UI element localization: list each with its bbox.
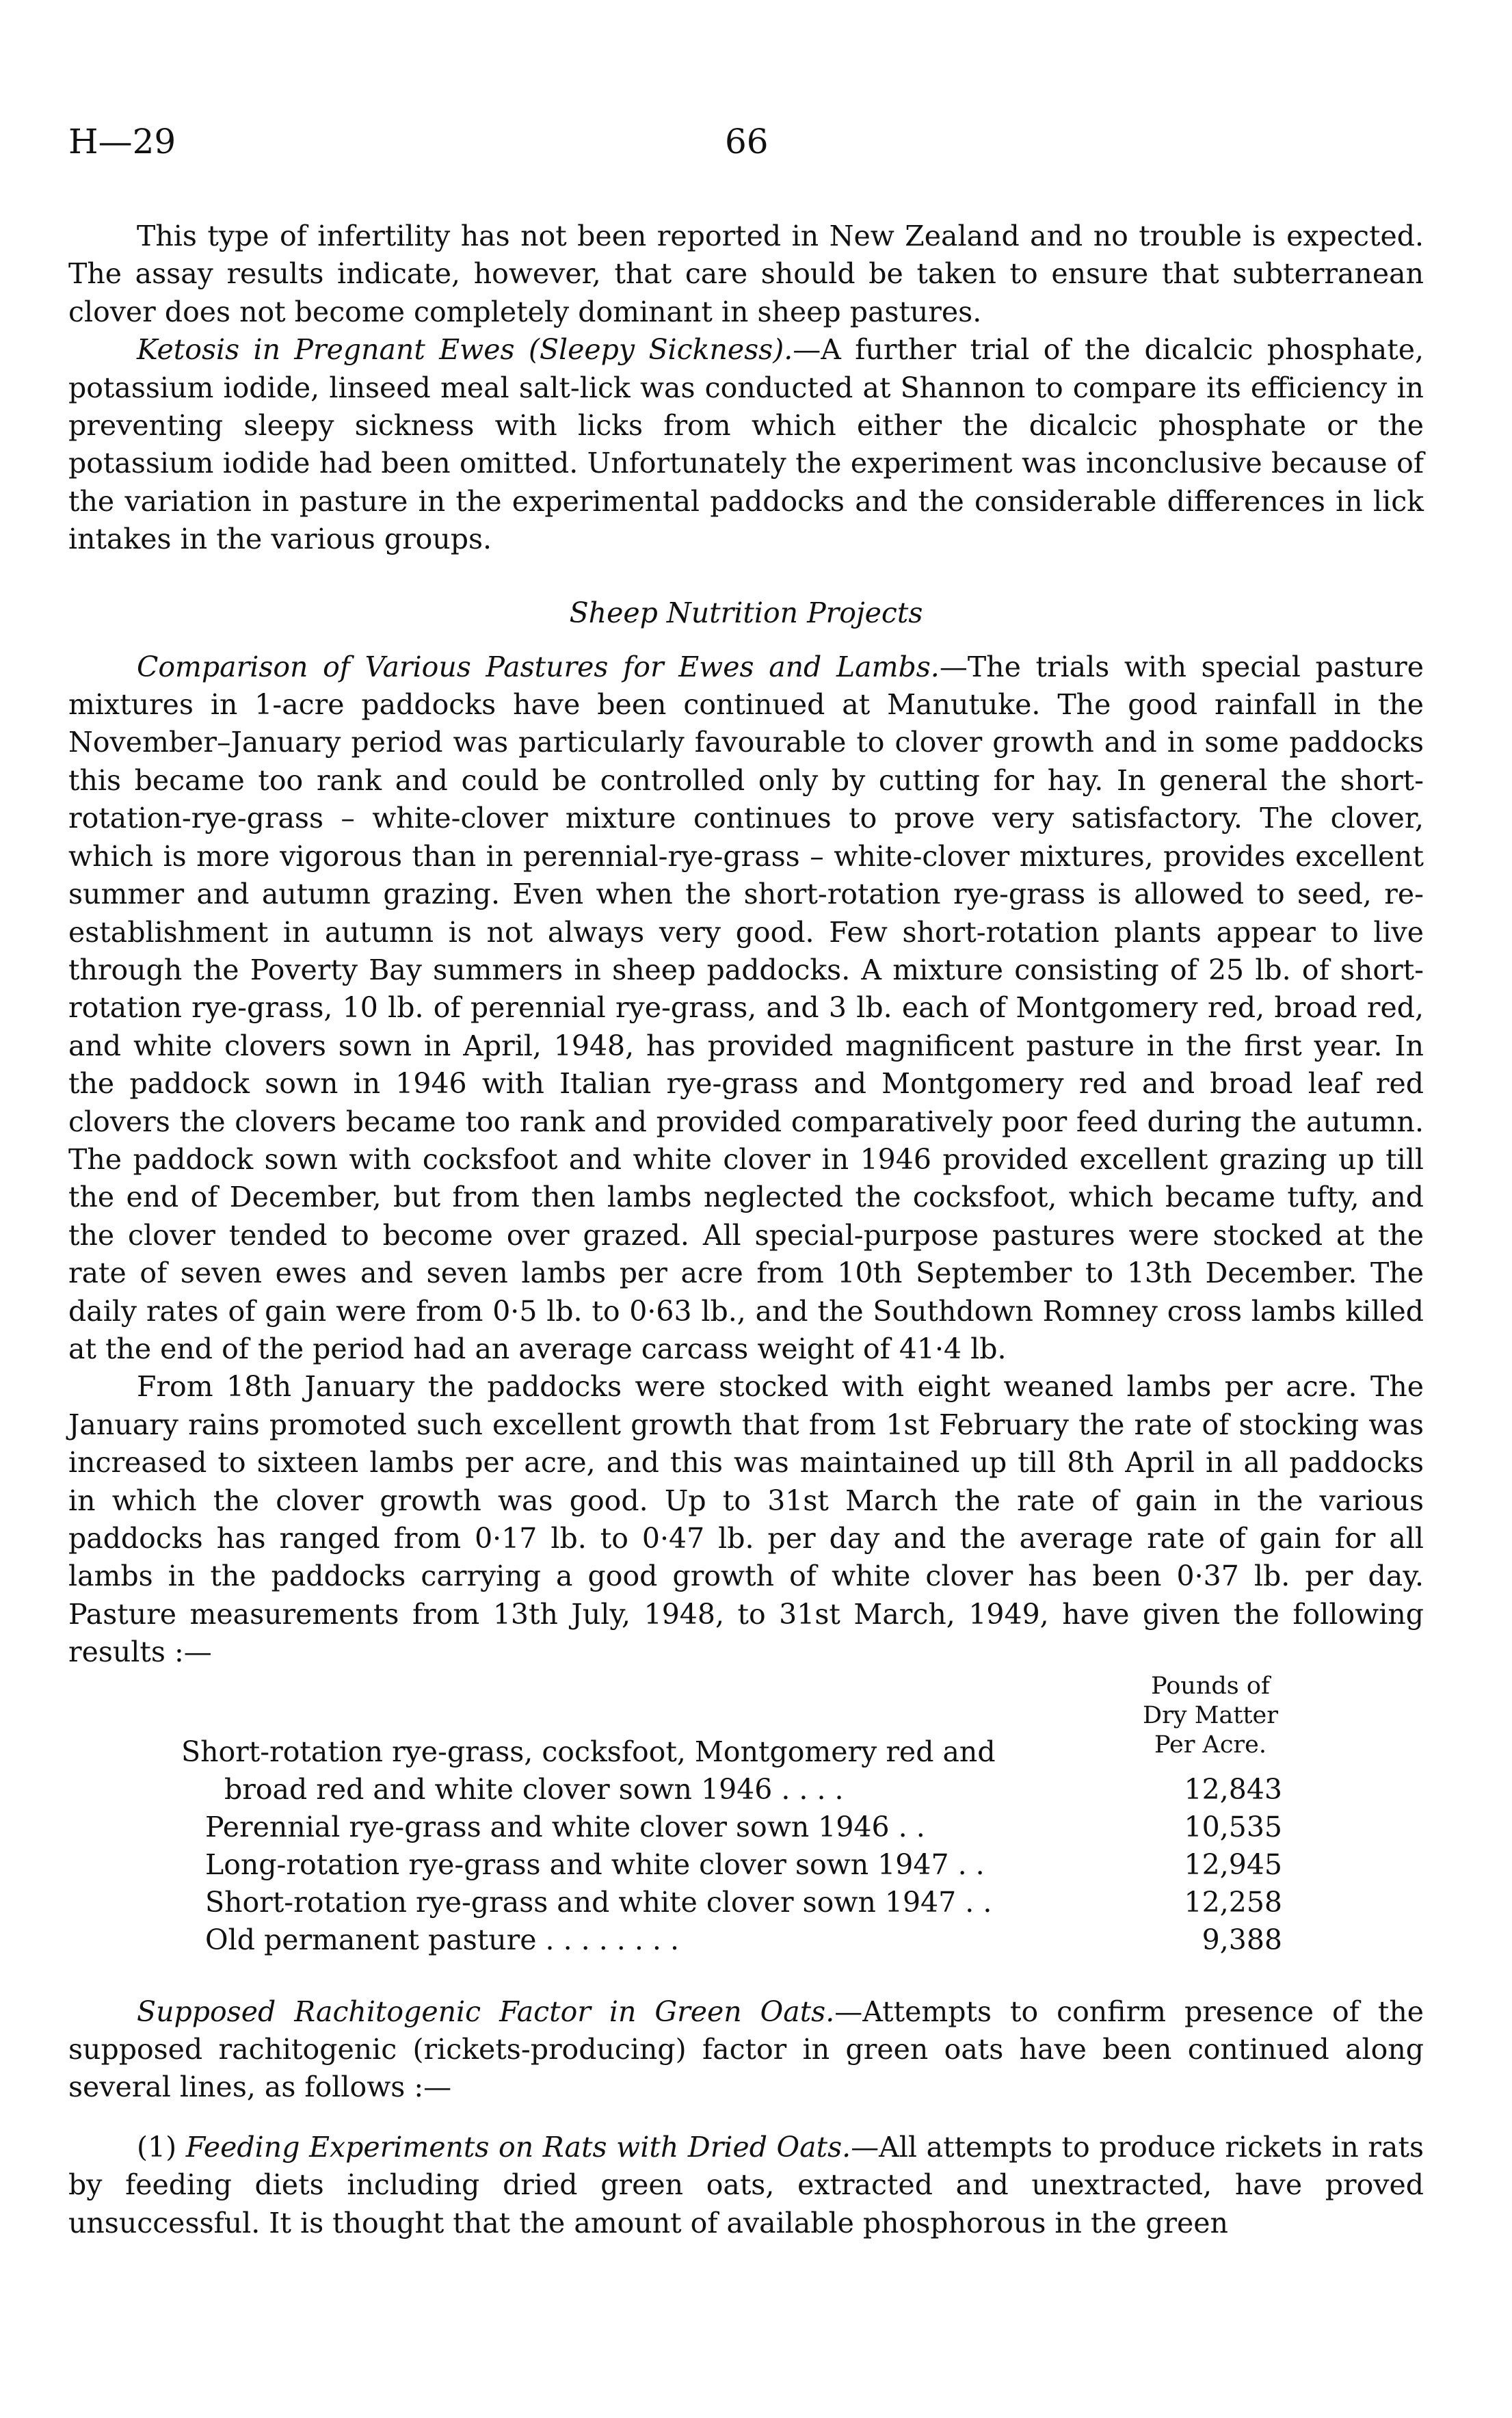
table-row-label: broad red and white clover sown 1946 . . . . bbox=[224, 1772, 844, 1806]
paragraph-comparison bbox=[68, 648, 1424, 1369]
table-row bbox=[68, 1884, 1424, 1921]
document-page bbox=[68, 122, 1424, 2242]
table-row bbox=[68, 1733, 1424, 1771]
table-row bbox=[68, 1921, 1424, 1959]
table-row bbox=[68, 1846, 1424, 1884]
rachitogenic-text: —Attempts to confirm presence of the supposed rachitogenic (rickets-producing) factor in green oats have been continued along several lines, as follows :— bbox=[68, 1995, 1424, 2104]
page-header bbox=[68, 122, 1424, 176]
column-header-line-1: Pounds of bbox=[1151, 1672, 1270, 1700]
table-row-label: Perennial rye-grass and white clover sown 1946 . . bbox=[205, 1810, 925, 1843]
table-row-value: 12,258 bbox=[1184, 1885, 1282, 1919]
table-row bbox=[68, 1771, 1424, 1809]
column-header-line-3: Per Acre. bbox=[1154, 1731, 1266, 1759]
document-code: H—29 bbox=[68, 122, 176, 161]
ketosis-heading: Ketosis in Pregnant Ewes (Sleepy Sickness). bbox=[137, 333, 793, 367]
table-row-value: 12,843 bbox=[1184, 1772, 1282, 1806]
rachitogenic-heading: Supposed Rachitogenic Factor in Green Oats. bbox=[137, 1995, 835, 2028]
comparison-heading: Comparison of Various Pastures for Ewes and Lambs. bbox=[137, 650, 940, 683]
table-row-label: Long-rotation rye-grass and white clover sown 1947 . . bbox=[205, 1848, 985, 1881]
table-row bbox=[68, 1809, 1424, 1846]
paragraph-ketosis bbox=[68, 331, 1424, 558]
paragraph-lambs: From 18th January the paddocks were stocked with eight weaned lambs per acre. The January rains promoted such excellent growth that from 1st February the rate of stocking was increased to sixteen lambs per acre, and this was maintained up till 8th April in all paddocks in which the clover growth was good. Up to 31st March the rate of gain in the various paddocks has ranged from 0·17 lb. to 0·47 lb. per day and the average rate of gain for all lambs in the paddocks carrying a good growth of white clover has been 0·37 lb. per day. Pasture measurements from 13th July, 1948, to 31st March, 1949, have given the following results :— bbox=[68, 1370, 1424, 1669]
table-row-value: 9,388 bbox=[1202, 1923, 1282, 1956]
section-title: Sheep Nutrition Projects bbox=[569, 596, 923, 629]
pasture-results-table bbox=[68, 1672, 1424, 1993]
table-row-label: Short-rotation rye-grass and white clover sown 1947 . . bbox=[205, 1885, 992, 1919]
comparison-text: —The trials with special pasture mixtures in 1-acre paddocks have been continued at Manutuke. The good rainfall in the November–January period was particularly favourable to clover growth and in some paddocks this became too rank and could be controlled only by cutting for hay. In general the short-rotation-rye-grass – white-clover mixture continues to prove very satisfactory. The clover, which is more vigorous than in perennial-rye-grass – white-clover mixtures, provides excellent summer and autumn grazing. Even when the short-rotation rye-grass is allowed to seed, re-establishment in autumn is not always very good. Few short-rotation plants appear to live through the Poverty Bay summers in sheep paddocks. A mixture consisting of 25 lb. of short-rotation rye-grass, 10 lb. of perennial rye-grass, and 3 lb. each of Montgomery red, broad red, and white clovers sown in April, 1948, has provided magnificent pasture in the first year. In the paddock sown in 1946 with Italian rye-grass and Montgomery red and broad leaf red clovers the clovers became too rank and provided comparatively poor feed during the autumn. The paddock sown with cocksfoot and white clover in 1946 provided excellent grazing up till the end of December, but from then lambs neglected the cocksfoot, which became tufty, and the clover tended to become over grazed. All special-purpose pastures were stocked at the rate of seven ewes and seven lambs per acre from 10th September to 13th December. The daily rates of gain were from 0·5 lb. to 0·63 lb., and the Southdown Romney cross lambs killed at the end of the period had an average carcass weight of 41·4 lb. bbox=[68, 650, 1424, 1365]
column-header-line-2: Dry Matter bbox=[1143, 1701, 1278, 1729]
page-number: 66 bbox=[725, 122, 769, 161]
paragraph-rachitogenic bbox=[68, 1993, 1424, 2107]
feeding-number: (1) bbox=[137, 2130, 177, 2164]
table-row-label: Old permanent pasture . . . . . . . . bbox=[205, 1923, 680, 1956]
table-row-value: 10,535 bbox=[1184, 1810, 1282, 1843]
feeding-heading: Feeding Experiments on Rats with Dried Oats. bbox=[185, 2130, 851, 2164]
ketosis-text: —A further trial of the dicalcic phosphate, potassium iodide, linseed meal salt-lick was conducted at Shannon to compare its efficiency in preventing sleepy sickness with licks from which either the dicalcic phosphate or the potassium iodide had been omitted. Unfortunately the experiment was inconclusive because of the variation in pasture in the experimental paddocks and the considerable differences in lick intakes in the various groups. bbox=[68, 333, 1424, 556]
feeding-text: —All attempts to produce rickets in rats by feeding diets including dried green oats, extracted and unextracted, have proved unsuccessful. It is thought that the amount of available phosphorous in the green bbox=[68, 2130, 1424, 2239]
table-row-value: 12,945 bbox=[1184, 1848, 1282, 1881]
paragraph-feeding bbox=[68, 2129, 1424, 2242]
paragraph-infertility: This type of infertility has not been reported in New Zealand and no trouble is expected. The assay results indicate, however, that care should be taken to ensure that subterranean clover does not become completely dominant in sheep pastures. bbox=[68, 220, 1424, 328]
table-row-label: Short-rotation rye-grass, cocksfoot, Montgomery red and bbox=[181, 1735, 996, 1768]
